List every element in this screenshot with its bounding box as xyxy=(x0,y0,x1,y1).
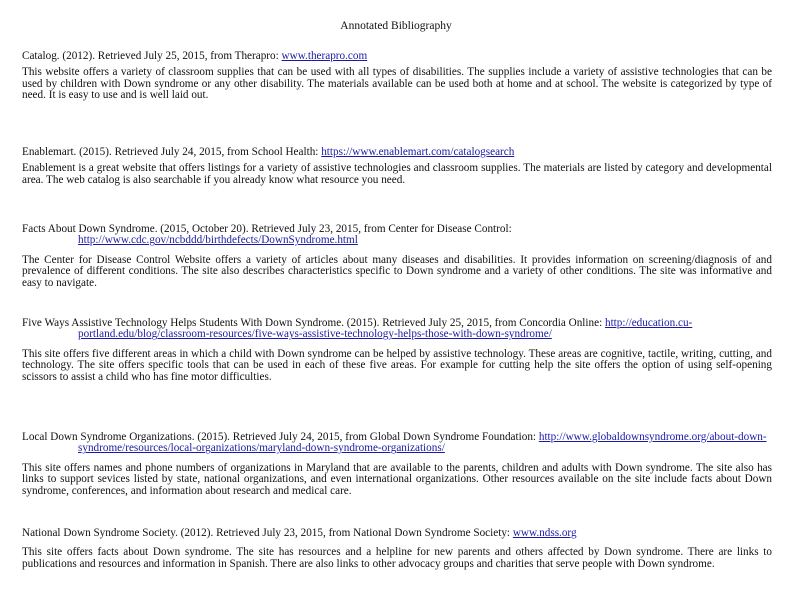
citation xyxy=(22,318,772,341)
citation xyxy=(22,224,772,247)
annotation: This site offers names and phone numbers of organizations in Maryland that are available to the parents, children and adults with Down syndrome. The site also has links to support sevices listed by state, national organizations, and even international organizations. Other resources available on the site include facts about Down syndrome, conferences, and information about research and medical care. xyxy=(22,461,772,497)
citation-text: Catalog. (2012). Retrieved July 25, 2015, from Therapro: xyxy=(22,50,279,62)
bibliography-entry xyxy=(22,318,772,383)
annotation: Enablement is a great website that offers listings for a variety of assistive technologies and classroom supplies. The materials are listed by category and developmental area. The web catalog is also searchable if you already know what resource you need. xyxy=(22,162,772,186)
citation-text: Local Down Syndrome Organizations. (2015). Retrieved July 24, 2015, from Global Down Syndrome Foundation: xyxy=(22,431,537,443)
annotation: The Center for Disease Control Website offers a variety of articles about many diseases and disabilities. It provides information on screening/diagnosis of and prevalence of different conditions. The site also describes characteristics specific to Down syndrome and a variety of other conditions. The site was informative and easy to navigate. xyxy=(22,253,772,289)
citation-text: Enablemart. (2015). Retrieved July 24, 2015, from School Health: xyxy=(22,146,319,158)
bibliography-entry xyxy=(22,224,772,289)
citation xyxy=(22,528,772,539)
citation-link[interactable]: www.therapro.com xyxy=(281,50,368,62)
citation xyxy=(22,147,772,158)
bibliography-entry xyxy=(22,528,772,570)
annotation: This site offers facts about Down syndrome. The site has resources and a helpline for new parents and others affected by Down syndrome. There are links to publications and resources and information in Spanish. There are also links to other advocacy groups and charities that serve people with Down syndrome. xyxy=(22,546,772,570)
annotation: This site offers five different areas in which a child with Down syndrome can be helped by assistive technology. These areas are cognitive, tactile, writing, cutting, and technology. The site offers specific tools that can be used in each of these five areas. For example for cutting help the site offers the option of using self-opening scissors to assist a child who has fine motor difficulties. xyxy=(22,347,772,383)
citation-text: National Down Syndrome Society. (2012). Retrieved July 23, 2015, from National Down Syndrome Society: xyxy=(22,527,511,539)
citation xyxy=(22,51,772,62)
citation-text: Five Ways Assistive Technology Helps Students With Down Syndrome. (2015). Retrieved July 25, 2015, from Concordia Online: xyxy=(22,317,603,329)
bibliography-entry xyxy=(22,51,772,102)
citation-link[interactable]: http://education.cu-portland.edu/blog/classroom-resources/five-ways-assistive-technology-helps-those-with-down-syndrome/ xyxy=(78,317,693,341)
bibliography-entry xyxy=(22,147,772,186)
citation-link[interactable]: https://www.enablemart.com/catalogsearch xyxy=(321,146,515,158)
citation xyxy=(22,432,772,455)
page-title: Annotated Bibliography xyxy=(340,20,452,32)
annotation: This website offers a variety of classroom supplies that can be used with all types of disabilities. The supplies include a variety of assistive technologies that can be used by children with Down syndrome or any other disability. The materials available can be used both at home and at school. The website is categorized by type of need. It is easy to use and is well laid out. xyxy=(22,66,772,102)
citation-text: Facts About Down Syndrome. (2015, October 20). Retrieved July 23, 2015, from Center for Disease Control: xyxy=(22,223,512,235)
citation-link[interactable]: http://www.cdc.gov/ncbddd/birthdefects/DownSyndrome.html xyxy=(78,234,358,247)
citation-link[interactable]: www.ndss.org xyxy=(512,527,577,539)
bibliography-entry xyxy=(22,432,772,497)
citation-link[interactable]: http://www.globaldownsyndrome.org/about-down-syndrome/resources/local-organizations/maryland-down-syndrome-organizations/ xyxy=(78,431,767,455)
